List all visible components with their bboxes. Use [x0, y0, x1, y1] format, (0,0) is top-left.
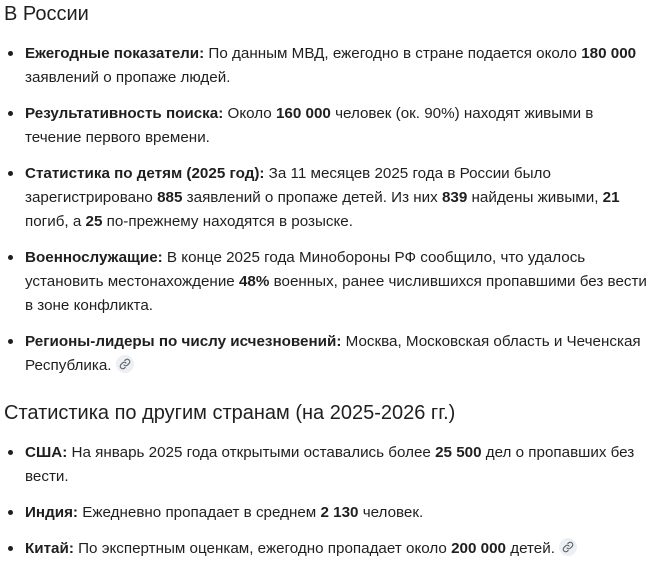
section-heading-russia: В России — [4, 3, 89, 25]
item-text: дел о пропавших без вести. — [25, 444, 635, 485]
list-item-china — [0, 537, 663, 561]
source-link-button[interactable] — [559, 538, 577, 556]
item-value: 25 500 — [435, 444, 482, 461]
russia-stats-list — [0, 42, 663, 390]
item-text: По данным МВД, ежегодно в стране подается около — [204, 45, 582, 62]
item-label: Военнослужащие: — [25, 249, 163, 266]
list-item-regions — [0, 330, 663, 378]
other-countries-list — [0, 441, 663, 573]
section-heading-other-countries: Статистика по другим странам (на 2025-2026 гг.) — [4, 402, 456, 424]
item-text: военных, ранее числившихся пропавшими без вести в зоне конфликта. — [25, 273, 647, 314]
item-text: погиб, а — [25, 213, 86, 230]
item-value: 180 000 — [581, 45, 637, 62]
bullet — [8, 51, 13, 56]
item-value: 839 — [441, 189, 468, 206]
item-label: США: — [25, 444, 68, 461]
source-link-button[interactable] — [116, 355, 134, 373]
item-text: На январь 2025 года открытыми оставались более — [67, 444, 436, 461]
item-text: Москва, Московская область и Чеченская Республика. — [25, 333, 641, 374]
list-item-annual — [0, 42, 663, 90]
bullet — [8, 171, 13, 176]
item-value: 48% — [238, 273, 270, 290]
item-text: заявлений о пропаже детей. Из них — [182, 189, 442, 206]
item-label: Индия: — [25, 504, 78, 521]
item-value: 25 — [85, 213, 103, 230]
list-item-usa — [0, 441, 663, 489]
item-text: человек. — [358, 504, 424, 521]
item-text: Ежедневно пропадает в среднем — [78, 504, 321, 521]
item-value: 21 — [602, 189, 620, 206]
item-text: заявлений о пропаже людей. — [25, 69, 231, 86]
bullet — [8, 510, 13, 515]
item-label: Регионы-лидеры по числу исчезновений: — [25, 333, 342, 350]
bullet — [8, 450, 13, 455]
item-label: Статистика по детям (2025 год): — [25, 165, 265, 182]
item-text: В конце 2025 года Минобороны РФ сообщило, что удалось установить местонахождение — [25, 249, 586, 290]
item-text: найдены живыми, — [467, 189, 603, 206]
item-value: 160 000 — [275, 105, 331, 122]
item-text: Около — [223, 105, 276, 122]
item-value: 2 130 — [320, 504, 359, 521]
list-item-military — [0, 246, 663, 318]
item-text: По экспертным оценкам, ежегодно пропадает около — [73, 540, 452, 557]
link-icon — [119, 358, 131, 370]
item-text: по-прежнему находятся в розыске. — [102, 213, 353, 230]
bullet — [8, 339, 13, 344]
item-text: человек (ок. 90%) находят живыми в течение первого времени. — [25, 105, 594, 146]
item-label: Ежегодные показатели: — [25, 45, 205, 62]
item-label: Результативность поиска: — [25, 105, 224, 122]
list-item-india — [0, 501, 663, 525]
list-item-children — [0, 162, 663, 234]
bullet — [8, 255, 13, 260]
list-item-search-results — [0, 102, 663, 150]
item-text: За 11 месяцев 2025 года в России было зарегистрировано — [25, 165, 551, 206]
item-value: 200 000 — [451, 540, 506, 557]
item-label: Китай: — [25, 540, 74, 557]
bullet — [8, 111, 13, 116]
item-value: 885 — [157, 189, 183, 206]
link-icon — [562, 541, 574, 553]
bullet — [8, 546, 13, 551]
item-text: детей. — [505, 540, 555, 557]
